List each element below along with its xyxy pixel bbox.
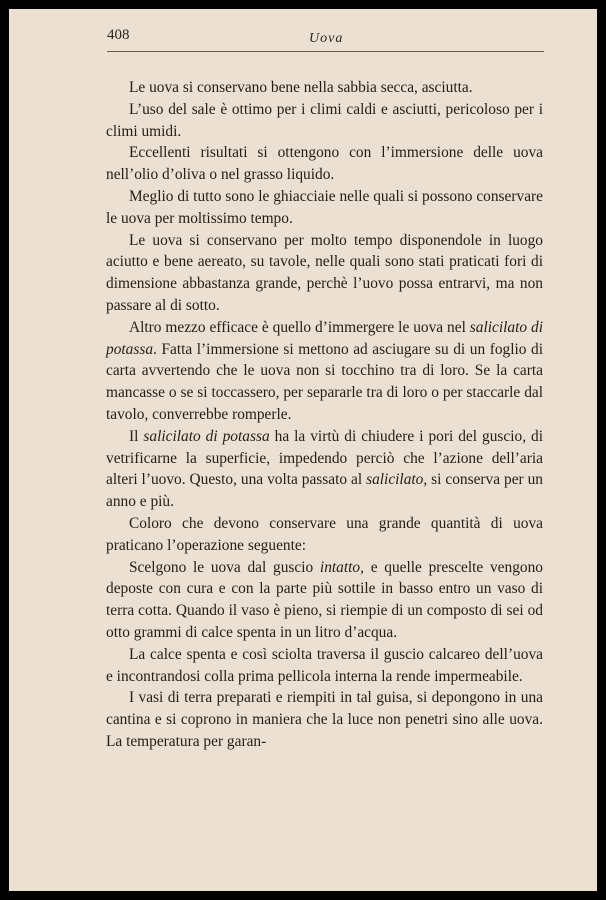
page-number: 408 xyxy=(107,27,130,43)
text-run: Meglio di tutto sono le ghiacciaie nelle quali si possono conservare le uova per moltissimo tempo. xyxy=(106,187,543,227)
paragraph xyxy=(106,186,543,230)
paragraph xyxy=(106,557,543,644)
paragraph xyxy=(106,513,543,557)
italic-text: salicilato, xyxy=(366,471,428,489)
header-rule xyxy=(107,51,544,52)
text-run: ha la virtù di chiudere i pori del guscio, di vetrificarne la superficie, impedendo perciò che l’azione dell’aria alteri l’uovo. Questo, una volta passato al xyxy=(106,427,543,489)
text-run: I vasi di terra preparati e riempiti in tal guisa, si depongono in una cantina e si coprono in maniera che la luce non penetri sino alle uova. La temperatura per garan- xyxy=(106,689,543,750)
text-run: Il xyxy=(129,427,144,445)
paragraph xyxy=(106,317,543,426)
text-run: si conserva per un anno e più. xyxy=(106,471,543,511)
paragraph xyxy=(106,230,543,317)
text-run: Scelgono le uova dal guscio xyxy=(129,558,320,576)
paragraph xyxy=(106,142,543,186)
paragraph xyxy=(106,99,543,143)
paragraph xyxy=(106,77,543,99)
italic-text: salicilato di potassa xyxy=(106,318,543,358)
text-run: La calce spenta e così sciolta traversa il guscio calcareo dell’uova e incontrandosi colla prima pellicola interna la rende impermeabile. xyxy=(106,645,543,685)
text-run: L’uso del sale è ottimo per i climi caldi e asciutti, pericoloso per i climi umidi. xyxy=(106,100,543,140)
text-run: . Fatta l’immersione si mettono ad asciugare su di un foglio di carta avvertendo che le uova non si tocchino tra di loro. Se la carta mancasse o se si toccassero, per separarle tra di loro o per staccarle dal tavolo, converrebbe romperle. xyxy=(106,340,543,423)
running-head: Uova xyxy=(309,31,344,46)
paragraph xyxy=(106,687,543,752)
paragraph xyxy=(106,644,543,688)
text-run: Eccellenti risultati si ottengono con l’immersione delle uova nell’olio d’oliva o nel grasso liquido. xyxy=(106,144,543,184)
text-run: Coloro che devono conservare una grande quantità di uova praticano l’operazione seguente: xyxy=(106,514,543,554)
page-header xyxy=(9,9,597,69)
text-run: e quelle prescelte vengono deposte con cura e con la parte più sottile in basso entro un vaso di terra cotta. Quando il vaso è pieno, si riempie di un composto di sei od otto grammi di calce spenta in un litro d’acqua. xyxy=(106,558,543,641)
book-page xyxy=(9,9,597,891)
text-run: Altro mezzo efficace è quello d’immergere le uova nel xyxy=(129,318,470,336)
text-run: Le uova si conservano bene nella sabbia secca, asciutta. xyxy=(129,79,473,96)
body-text xyxy=(106,77,543,753)
text-run: Le uova si conservano per molto tempo disponendole in luogo aciutto e bene aereato, su tavole, nelle quali sono stati praticati fori di dimensione abbastanza grande, perchè l’uovo possa entrarvi, ma non passare al di sotto. xyxy=(106,231,543,314)
paragraph xyxy=(106,426,543,513)
italic-text: salicilato di potassa xyxy=(143,427,270,445)
italic-text: intatto, xyxy=(319,558,364,576)
